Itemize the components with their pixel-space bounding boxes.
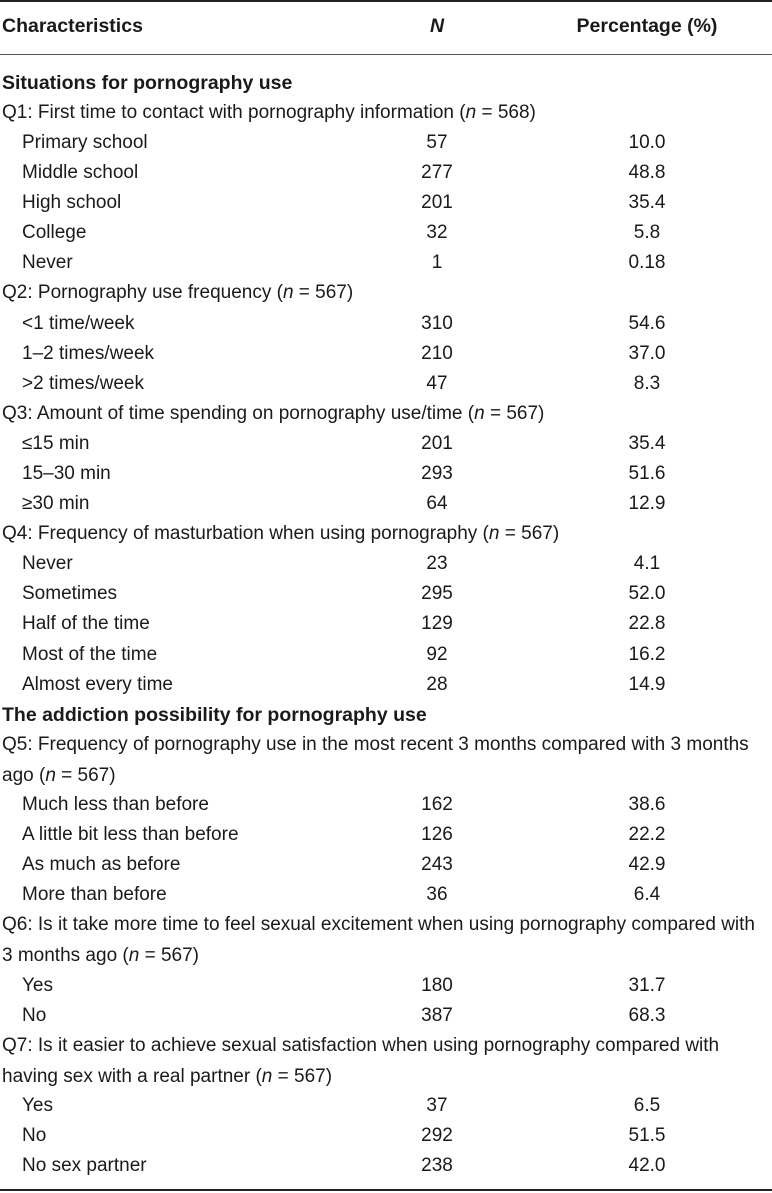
n-symbol: n bbox=[465, 102, 477, 123]
row-percentage: 8.3 bbox=[633, 373, 661, 394]
row-n: 32 bbox=[426, 222, 448, 243]
table-row bbox=[0, 971, 772, 1001]
row-percentage: 48.8 bbox=[628, 162, 666, 183]
row-n: 162 bbox=[421, 794, 453, 815]
row-label: No bbox=[22, 1005, 47, 1026]
table-row bbox=[0, 218, 772, 248]
table-row bbox=[0, 1091, 772, 1121]
row-n: 57 bbox=[426, 132, 448, 153]
question-row bbox=[2, 278, 770, 309]
row-label: >2 times/week bbox=[22, 373, 144, 394]
n-value: = 567) bbox=[139, 944, 200, 966]
row-n: 1 bbox=[431, 252, 443, 273]
row-label: Most of the time bbox=[22, 644, 158, 665]
table-row bbox=[0, 309, 772, 339]
row-percentage: 0.18 bbox=[628, 252, 666, 273]
row-n: 210 bbox=[421, 343, 453, 364]
row-n: 37 bbox=[426, 1095, 448, 1116]
row-percentage: 42.9 bbox=[628, 854, 666, 875]
table-row bbox=[0, 609, 772, 639]
row-percentage: 5.8 bbox=[633, 222, 661, 243]
row-percentage: 10.0 bbox=[628, 132, 666, 153]
table-row bbox=[0, 489, 772, 519]
n-value: = 567) bbox=[55, 764, 116, 786]
row-percentage: 42.0 bbox=[628, 1155, 666, 1176]
row-n: 293 bbox=[421, 463, 453, 484]
row-percentage: 4.1 bbox=[633, 553, 661, 574]
row-percentage: 16.2 bbox=[628, 644, 666, 665]
row-percentage: 68.3 bbox=[628, 1005, 666, 1026]
row-n: 126 bbox=[421, 824, 453, 845]
table-row bbox=[0, 248, 772, 278]
row-n: 36 bbox=[426, 884, 448, 905]
table-row bbox=[0, 579, 772, 609]
bottom-rule bbox=[0, 1189, 772, 1191]
question-text: Q5: Frequency of pornography use in the most recent 3 months compared with 3 months ago ( bbox=[2, 734, 749, 786]
question-text: Q6: Is it take more time to feel sexual excitement when using pornography compared with 3 months ago ( bbox=[2, 914, 755, 966]
question-text: Q2: Pornography use frequency ( bbox=[2, 282, 283, 303]
table-row bbox=[0, 459, 772, 489]
table-row bbox=[0, 790, 772, 820]
n-symbol: n bbox=[261, 1065, 273, 1087]
question-text: Q4: Frequency of masturbation when using pornography ( bbox=[2, 523, 489, 544]
table-row bbox=[0, 670, 772, 700]
table-row bbox=[0, 429, 772, 459]
row-label: Middle school bbox=[22, 162, 139, 183]
table-row bbox=[0, 188, 772, 218]
row-percentage: 35.4 bbox=[628, 433, 666, 454]
row-label: More than before bbox=[22, 884, 167, 905]
row-n: 23 bbox=[426, 553, 448, 574]
row-n: 238 bbox=[421, 1155, 453, 1176]
row-label: High school bbox=[22, 192, 122, 213]
table-row bbox=[0, 1151, 772, 1181]
header-percentage: Percentage (%) bbox=[576, 15, 718, 37]
n-value: = 567) bbox=[272, 1065, 333, 1087]
row-percentage: 51.5 bbox=[628, 1125, 666, 1146]
table-row bbox=[0, 369, 772, 399]
row-percentage: 22.2 bbox=[628, 824, 666, 845]
question-row bbox=[2, 730, 770, 791]
table-row bbox=[0, 880, 772, 910]
row-label: Half of the time bbox=[22, 613, 150, 634]
row-n: 129 bbox=[421, 613, 453, 634]
row-label: Much less than before bbox=[22, 794, 209, 815]
row-label: College bbox=[22, 222, 87, 243]
n-symbol: n bbox=[474, 403, 485, 424]
row-percentage: 14.9 bbox=[628, 674, 666, 695]
row-label: 15–30 min bbox=[22, 463, 111, 484]
row-label: Yes bbox=[22, 975, 53, 996]
header-rule bbox=[0, 54, 772, 55]
row-label: 1–2 times/week bbox=[22, 343, 155, 364]
row-n: 387 bbox=[421, 1005, 453, 1026]
n-value: = 567) bbox=[293, 282, 354, 303]
table-row bbox=[0, 128, 772, 158]
question-row bbox=[2, 519, 770, 550]
table-row bbox=[0, 850, 772, 880]
question-text: Q1: First time to contact with pornography information ( bbox=[2, 102, 466, 123]
row-label: <1 time/week bbox=[22, 313, 135, 334]
table-row bbox=[0, 158, 772, 188]
row-label: Sometimes bbox=[22, 583, 118, 604]
header-characteristics: Characteristics bbox=[2, 15, 143, 37]
row-label: A little bit less than before bbox=[22, 824, 239, 845]
n-symbol: n bbox=[488, 523, 500, 544]
question-text: Q7: Is it easier to achieve sexual satisfaction when using pornography compared with having sex with a real partner ( bbox=[2, 1035, 720, 1087]
question-text: Q3: Amount of time spending on pornography use/time ( bbox=[2, 403, 475, 424]
row-n: 292 bbox=[421, 1125, 453, 1146]
row-percentage: 51.6 bbox=[628, 463, 666, 484]
row-percentage: 31.7 bbox=[628, 975, 666, 996]
row-label: ≥30 min bbox=[22, 493, 90, 514]
row-n: 28 bbox=[426, 674, 448, 695]
row-n: 201 bbox=[421, 433, 453, 454]
row-label: As much as before bbox=[22, 854, 181, 875]
row-label: No sex partner bbox=[22, 1155, 147, 1176]
n-value: = 567) bbox=[499, 523, 560, 544]
section-row bbox=[0, 700, 772, 730]
row-percentage: 35.4 bbox=[628, 192, 666, 213]
row-label: Never bbox=[22, 553, 73, 574]
question-row bbox=[2, 1031, 770, 1092]
table-row bbox=[0, 1121, 772, 1151]
row-label: No bbox=[22, 1125, 47, 1146]
row-percentage: 52.0 bbox=[628, 583, 666, 604]
row-percentage: 6.4 bbox=[633, 884, 661, 905]
row-percentage: 37.0 bbox=[628, 343, 666, 364]
section-title: Situations for pornography use bbox=[2, 72, 293, 94]
row-n: 295 bbox=[421, 583, 453, 604]
row-label: Never bbox=[22, 252, 73, 273]
row-label: Almost every time bbox=[22, 674, 173, 695]
row-n: 277 bbox=[421, 162, 453, 183]
section-row bbox=[0, 68, 772, 98]
row-percentage: 22.8 bbox=[628, 613, 666, 634]
table-row bbox=[0, 820, 772, 850]
row-n: 180 bbox=[421, 975, 453, 996]
row-percentage: 38.6 bbox=[628, 794, 666, 815]
row-label: Yes bbox=[22, 1095, 53, 1116]
row-n: 310 bbox=[421, 313, 453, 334]
question-row bbox=[2, 399, 770, 430]
table-row bbox=[0, 640, 772, 670]
row-n: 47 bbox=[426, 373, 448, 394]
section-title: The addiction possibility for pornography use bbox=[2, 704, 427, 726]
table-row bbox=[0, 1001, 772, 1031]
row-n: 243 bbox=[421, 854, 453, 875]
row-n: 64 bbox=[426, 493, 448, 514]
table-row bbox=[0, 339, 772, 369]
question-row bbox=[2, 98, 770, 129]
header-n: N bbox=[429, 15, 445, 37]
n-value: = 568) bbox=[476, 102, 536, 123]
table-row bbox=[0, 549, 772, 579]
row-percentage: 12.9 bbox=[628, 493, 666, 514]
n-symbol: n bbox=[45, 764, 56, 786]
row-percentage: 54.6 bbox=[628, 313, 666, 334]
row-label: ≤15 min bbox=[22, 433, 90, 454]
row-percentage: 6.5 bbox=[633, 1095, 661, 1116]
row-label: Primary school bbox=[22, 132, 148, 153]
row-n: 92 bbox=[426, 644, 448, 665]
n-symbol: n bbox=[128, 944, 140, 966]
n-symbol: n bbox=[282, 282, 294, 303]
top-rule bbox=[0, 0, 772, 2]
n-value: = 567) bbox=[484, 403, 545, 424]
question-row bbox=[2, 910, 770, 971]
row-n: 201 bbox=[421, 192, 453, 213]
